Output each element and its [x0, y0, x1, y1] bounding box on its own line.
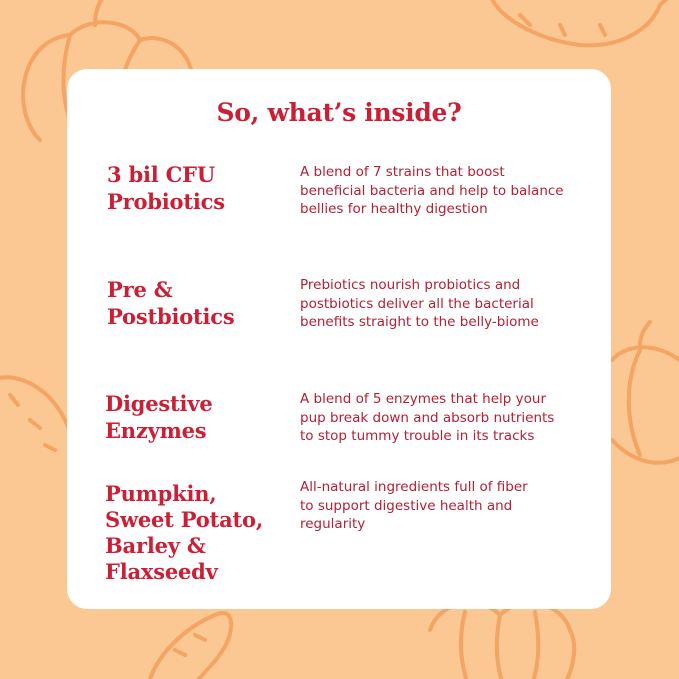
heading-line: Probiotics	[107, 189, 225, 214]
page-title: So, what’s inside?	[216, 98, 462, 127]
ingredient-heading	[105, 481, 290, 585]
desc-line: regularity	[300, 516, 366, 532]
heading-line: Enzymes	[105, 418, 207, 443]
desc-line: Prebiotics nourish probiotics and	[300, 277, 521, 293]
desc-line: to stop tummy trouble in its tracks	[300, 428, 535, 444]
desc-line: A blend of 5 enzymes that help your	[300, 391, 547, 407]
ingredient-description	[300, 276, 590, 332]
desc-line: postbiotics deliver all the bacterial	[300, 295, 534, 312]
sweet-potato-icon	[0, 377, 77, 490]
heading-line: Digestive	[105, 391, 213, 416]
sweet-potato-icon	[150, 613, 231, 679]
desc-line: bellies for healthy digestion	[300, 201, 488, 217]
ingredient-heading	[107, 161, 292, 215]
heading-line: Barley &	[105, 533, 206, 558]
desc-line: All-natural ingredients full of fiber	[300, 479, 528, 495]
ingredient-description	[300, 390, 590, 446]
ingredients-card	[67, 69, 611, 609]
desc-line: beneficial bacteria and help to balance	[300, 182, 564, 199]
heading-line: Pre &	[107, 277, 173, 302]
desc-line: to support digestive health and	[300, 497, 513, 514]
ingredient-heading	[105, 390, 290, 444]
ingredient-description	[300, 478, 590, 534]
ingredient-heading	[107, 276, 292, 330]
heading-line: Sweet Potato,	[105, 507, 263, 532]
ingredient-description	[300, 163, 590, 219]
heading-line: Postbiotics	[107, 304, 235, 329]
heading-line: Flaxseedv	[105, 559, 218, 584]
heading-line: 3 bil CFU	[107, 162, 216, 187]
desc-line: pup break down and absorb nutrients	[300, 409, 555, 426]
heading-line: Pumpkin,	[105, 481, 217, 506]
pumpkin-icon	[430, 603, 574, 679]
sweet-potato-icon	[490, 0, 679, 45]
pumpkin-icon	[612, 322, 679, 463]
desc-line: A blend of 7 strains that boost	[300, 164, 505, 180]
desc-line: benefits straight to the belly-biome	[300, 314, 539, 330]
